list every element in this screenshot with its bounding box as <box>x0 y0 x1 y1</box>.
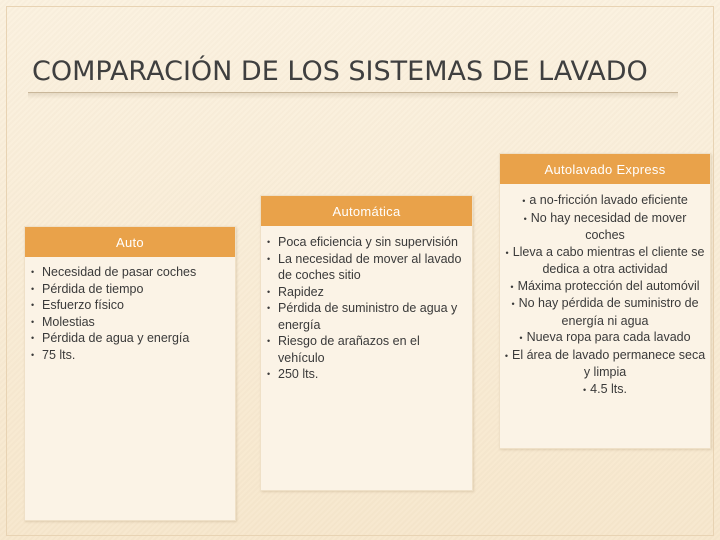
list-item: • 4.5 lts. <box>504 381 706 399</box>
list-item: • No hay necesidad de mover coches <box>504 210 706 244</box>
card-header-automatica: Automática <box>261 196 472 226</box>
comparison-card-autolavado-express <box>499 153 711 449</box>
list-item: • a no-fricción lavado eficiente <box>504 192 706 210</box>
card-header-auto: Auto <box>25 227 235 257</box>
list-item: • 250 lts. <box>267 366 465 383</box>
list-item: • Necesidad de pasar coches <box>31 264 231 281</box>
list-item: • Riesgo de arañazos en el vehículo <box>267 333 465 366</box>
card-list-auto <box>31 264 231 363</box>
list-item: • Poca eficiencia y sin supervisión <box>267 234 465 251</box>
comparison-card-auto <box>24 226 236 521</box>
list-item: • 75 lts. <box>31 347 231 364</box>
list-item: • Pérdida de tiempo <box>31 281 231 298</box>
card-list-autolavado-express <box>504 192 706 398</box>
list-item: • Nueva ropa para cada lavado <box>504 329 706 347</box>
card-list-automatica <box>267 234 465 383</box>
list-item: • No hay pérdida de suministro de energía ni agua <box>504 295 706 329</box>
list-item: • Máxima protección del automóvil <box>504 278 706 296</box>
list-item: • Molestias <box>31 314 231 331</box>
card-header-autolavado-express: Autolavado Express <box>500 154 710 184</box>
list-item: • Esfuerzo físico <box>31 297 231 314</box>
list-item: • Pérdida de suministro de agua y energía <box>267 300 465 333</box>
list-item: • Pérdida de agua y energía <box>31 330 231 347</box>
comparison-card-automatica <box>260 195 473 491</box>
list-item: • Rapidez <box>267 284 465 301</box>
list-item: • La necesidad de mover al lavado de coches sitio <box>267 251 465 284</box>
slide-title: COMPARACIÓN DE LOS SISTEMAS DE LAVADO <box>32 56 648 87</box>
title-divider-shadow <box>28 93 678 99</box>
list-item: • Lleva a cabo mientras el cliente se dedica a otra actividad <box>504 244 706 278</box>
list-item: • El área de lavado permanece seca y limpia <box>504 347 706 381</box>
